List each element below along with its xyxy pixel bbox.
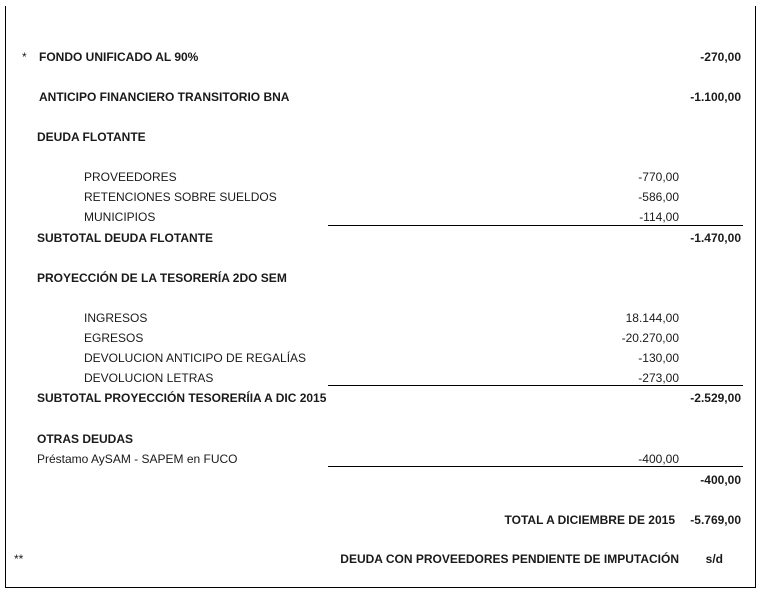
proveedores-label: PROVEEDORES	[84, 170, 177, 184]
egresos-label: EGRESOS	[84, 331, 144, 345]
ingresos-value: 18.144,00	[625, 311, 679, 325]
subtotal-proyeccion-rule	[328, 385, 743, 386]
devolucion-regalias-value: -130,00	[638, 351, 679, 365]
retenciones-value: -586,00	[638, 190, 679, 204]
footnote-value: s/d	[705, 552, 723, 566]
footnote-label: DEUDA CON PROVEEDORES PENDIENTE DE IMPUTACIÓN	[340, 552, 679, 566]
proveedores-value: -770,00	[638, 170, 679, 184]
total-value: -5.769,00	[690, 513, 741, 527]
anticipo-label: ANTICIPO FINANCIERO TRANSITORIO BNA	[39, 90, 290, 104]
deuda-flotante-heading: DEUDA FLOTANTE	[37, 130, 146, 144]
devolucion-regalias-label: DEVOLUCION ANTICIPO DE REGALÍAS	[84, 351, 307, 365]
fondo-label: FONDO UNIFICADO AL 90%	[39, 50, 199, 64]
subtotal-proyeccion-label: SUBTOTAL PROYECCIÓN TESORERÍIA A DIC 2015	[37, 391, 327, 405]
anticipo-total: -1.100,00	[690, 90, 741, 104]
fondo-marker: *	[22, 50, 27, 64]
devolucion-letras-value: -273,00	[638, 371, 679, 385]
retenciones-label: RETENCIONES SOBRE SUELDOS	[84, 190, 277, 204]
prestamo-label: Préstamo AySAM - SAPEM en FUCO	[37, 452, 238, 466]
subtotal-deuda-rule	[328, 225, 743, 226]
prestamo-value: -400,00	[638, 452, 679, 466]
municipios-label: MUNICIPIOS	[84, 210, 156, 224]
ingresos-label: INGRESOS	[84, 311, 148, 325]
footnote-marker: **	[14, 552, 24, 566]
municipios-value: -114,00	[639, 210, 679, 224]
fondo-total: -270,00	[700, 50, 741, 64]
subtotal-deuda-value: -1.470,00	[690, 231, 741, 245]
total-label: TOTAL A DICIEMBRE DE 2015	[504, 513, 675, 527]
egresos-value: -20.270,00	[621, 331, 679, 345]
otras-deudas-heading: OTRAS DEUDAS	[37, 432, 134, 446]
subtotal-deuda-label: SUBTOTAL DEUDA FLOTANTE	[37, 231, 213, 245]
subtotal-otras-value: -400,00	[700, 473, 741, 487]
devolucion-letras-label: DEVOLUCION LETRAS	[84, 371, 214, 385]
subtotal-otras-rule	[328, 466, 743, 467]
proyeccion-heading: PROYECCIÓN DE LA TESORERÍA 2DO SEM	[37, 271, 287, 285]
subtotal-proyeccion-value: -2.529,00	[690, 391, 741, 405]
